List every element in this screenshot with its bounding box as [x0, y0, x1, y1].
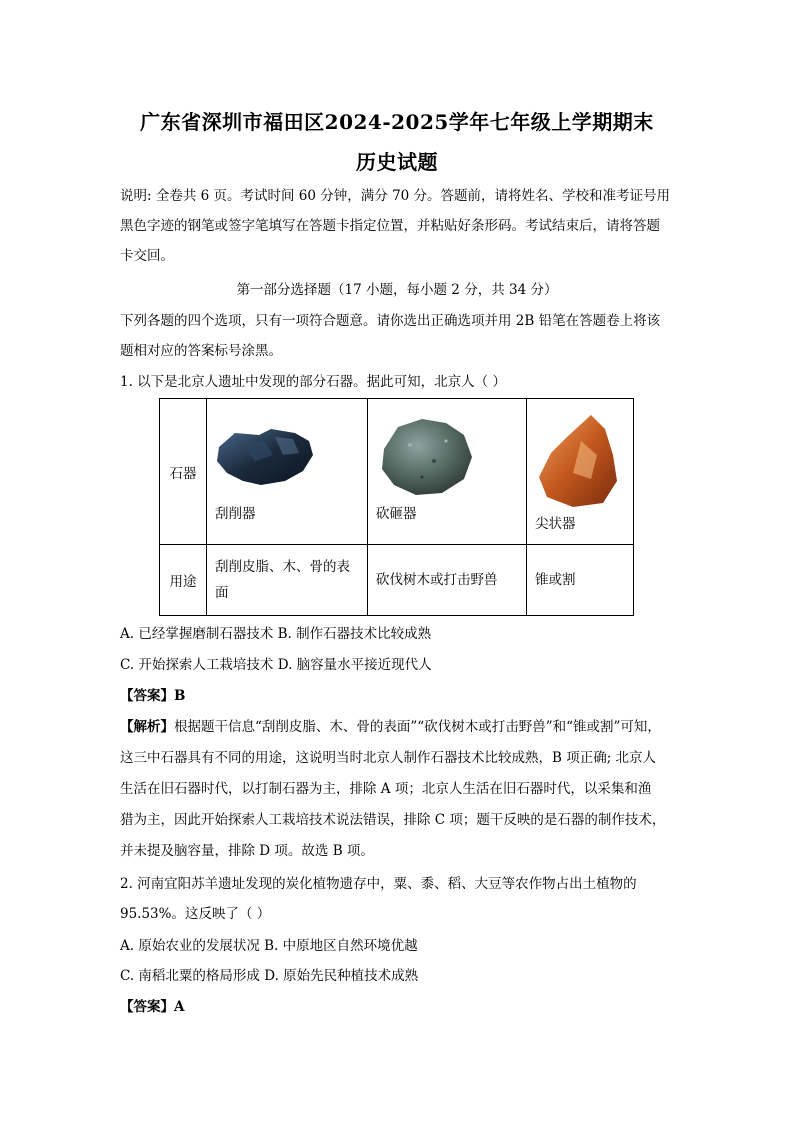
q2-option-cd: C. 南稻北粟的格局形成 D. 原始先民种植技术成熟 [120, 968, 419, 984]
analysis-label: 【解析】 [120, 719, 174, 735]
q1-answer: 【答案】B [120, 688, 186, 704]
tool-cell-chopper [368, 399, 527, 545]
row-label-uses: 用途 [160, 545, 207, 616]
instructions-line-2: 黑色字迹的钢笔或签字笔填写在答题卡指定位置，并粘贴好条形码。考试结束后，请将答题 [120, 218, 660, 234]
q1-analysis-line-4: 猎为主，因此开始探索人工栽培技术说法错误，排除 C 项；题干反映的是石器的制作技术， [120, 812, 666, 828]
point-caption: 尖状器 [535, 516, 576, 532]
scraper-use [207, 545, 368, 616]
stone-tools-table [159, 398, 634, 616]
point-use: 锥或割 [527, 545, 634, 616]
row-label-tools: 石器 [160, 399, 207, 545]
chopper-stone-icon [376, 415, 476, 499]
chopper-use: 砍伐树木或打击野兽 [368, 545, 527, 616]
q1-analysis-line-3: 生活在旧石器时代，以打制石器为主，排除 A 项；北京人生活在旧石器时代，以采集和渔 [120, 781, 652, 797]
q1-option-cd: C. 开始探索人工栽培技术 D. 脑容量水平接近现代人 [120, 657, 432, 673]
q2-stem-line-1: 2. 河南宜阳苏羊遗址发现的炭化植物遗存中，粟、黍、稻、大豆等农作物占出土植物的 [120, 876, 637, 892]
section-intro-line-1: 下列各题的四个选项，只有一项符合题意。请你选出正确选项并用 2B 铅笔在答题卷上将该 [120, 313, 661, 329]
q2-option-ab: A. 原始农业的发展状况 B. 中原地区自然环境优越 [120, 938, 418, 954]
instructions-line-3: 卡交回。 [120, 248, 174, 264]
tool-cell-scraper [207, 399, 368, 545]
scraper-use-line-2: 面 [215, 585, 229, 601]
q1-stem: 1. 以下是北京人遗址中发现的部分石器。据此可知，北京人（ ） [120, 374, 506, 390]
scraper-stone-icon [213, 425, 317, 491]
section-intro-line-2: 题相对应的答案标号涂黑。 [120, 343, 282, 359]
q2-stem-line-2: 95.53%。这反映了（ ） [120, 906, 271, 922]
exam-title: 广东省深圳市福田区2024-2025学年七年级上学期期末 [140, 110, 654, 134]
q1-analysis-line-5: 并未提及脑容量，排除 D 项。故选 B 项。 [120, 843, 374, 859]
tool-cell-point [527, 399, 634, 545]
q1-analysis-line-2: 这三中石器具有不同的用途，这说明当时北京人制作石器技术比较成熟，B 项正确; 北京人 [120, 750, 657, 766]
q2-answer: 【答案】A [120, 999, 185, 1015]
q1-analysis-line-1 [120, 717, 680, 737]
instructions-line-1: 说明: 全卷共 6 页。考试时间 60 分钟，满分 70 分。答题前，请将姓名、学校和准考证号用 [120, 188, 671, 204]
point-stone-icon [533, 411, 623, 511]
chopper-caption: 砍砸器 [376, 506, 417, 522]
analysis-text-1: 根据题干信息“刮削皮脂、木、骨的表面”“砍伐树木或打击野兽”和“锥或割”可知， [174, 719, 661, 735]
scraper-use-line-1: 刮削皮脂、木、骨的表 [215, 559, 350, 575]
scraper-caption: 刮削器 [215, 506, 256, 522]
exam-subtitle: 历史试题 [356, 150, 438, 174]
section-heading: 第一部分选择题（17 小题，每小题 2 分，共 34 分） [236, 282, 558, 298]
q1-option-ab: A. 已经掌握磨制石器技术 B. 制作石器技术比较成熟 [120, 626, 432, 642]
